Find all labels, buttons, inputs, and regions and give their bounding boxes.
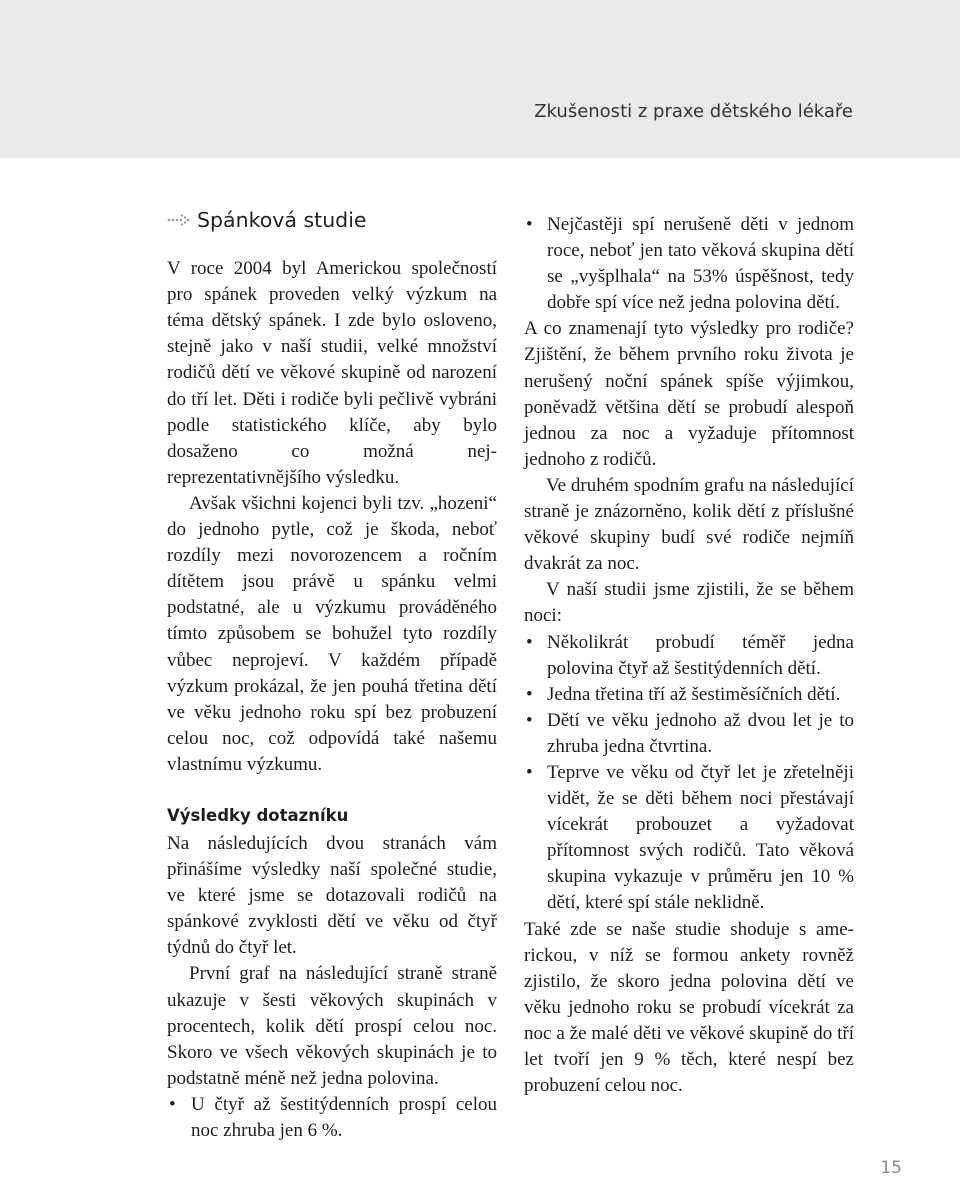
right-column	[524, 212, 854, 1099]
page-number: 15	[880, 1158, 902, 1178]
list-item	[524, 630, 854, 682]
bullet-icon: •	[169, 1093, 176, 1115]
dotted-arrow-icon	[167, 213, 191, 227]
header-band	[0, 0, 960, 158]
list-item	[524, 760, 854, 917]
paragraph: Také zde se naše studie shoduje s americkou, v níž se formou ankety rovněž zjistilo, že skoro jedna polovina dětí ve věku jednoho roku se probudí vícekrát za noc a že malé děti ve věkové skupině do tří let tvoří jen 9 % těch, které nespí bez probuzení celou noc.	[524, 918, 854, 1097]
list-item-text: Teprve ve věku od čtyř let je zřetelněji vidět, že se děti během noci přestávají vícekrát probouzet a vyžadovat přítomnost svých rodičů. Tato věková skupina vykazuje v průměru jen 10 % dětí, které spí stále neklidně.	[547, 761, 854, 914]
paragraph: Ve druhém spodním grafu na následující straně je znázorněno, kolik dětí z příslušné věkové skupiny budí své rodiče nejmíň dvakrát za noc.	[524, 474, 854, 575]
paragraph: V roce 2004 byl Americkou společností pro spánek proveden velký výzkum na téma dětský spánek. I zde bylo osloveno, stejně jako v naší studii, velké množství rodičů dětí ve věkové skupině od narození do tří let. Děti i rodiče byli pečlivě vybráni podle statistického klíče, aby bylo dosaženo co možná nejreprezentativnějšího výsledku.	[167, 258, 497, 488]
section-title: Spánková studie	[197, 208, 367, 232]
list-item-text: Dětí ve věku jednoho až dvou let je to zhruba jedna čtvrtina.	[547, 709, 854, 757]
running-head: Zkušenosti z praxe dětského lékaře	[534, 101, 853, 122]
paragraph: V naší studii jsme zjistili, že se během noci:	[524, 579, 854, 627]
list-item	[167, 1092, 497, 1144]
bullet-icon: •	[526, 214, 533, 235]
bullet-icon: •	[526, 761, 533, 783]
paragraph: První graf na následující straně straně ukazuje v šesti věkových skupinách v procentech, kolik dětí prospí celou noc. Skoro ve všech věkových skupinách je to podstatně méně než jedna polovina.	[167, 963, 497, 1089]
list-item	[524, 682, 854, 708]
bullet-icon: •	[526, 683, 533, 705]
bullet-icon: •	[526, 709, 533, 731]
subheading: Výsledky dotazníku	[167, 805, 349, 825]
list-item	[524, 212, 854, 316]
list-item-text: Několikrát probudí téměř jedna polovina čtyř až šestitýdenních dětí.	[547, 631, 854, 679]
section-heading	[167, 207, 497, 233]
list-item-text: Jedna třetina tří až šestiměsíčních dětí.	[547, 683, 841, 705]
bullet-list	[524, 212, 854, 316]
bullet-icon: •	[526, 631, 533, 653]
list-item	[524, 708, 854, 760]
paragraph: Avšak všichni kojenci byli tzv. „hozeni“ do jednoho pytle, což je škoda, neboť rozdíly mezi novorozencem a ročním dítětem jsou právě u spánku velmi podstatné, ale u výzkumu prováděného tímto způsobem se bohužel tyto rozdíly vůbec neprojeví. V každém případě výzkum prokázal, že jen pouhá třetina dětí ve věku jednoho roku spí bez probuzení celou noc, což odpovídá také našemu vlastnímu výzkumu.	[167, 492, 497, 775]
bullet-list	[524, 630, 854, 917]
paragraph: A co znamenají tyto výsledky pro rodiče? Zjištění, že během prvního roku života je nerušený noční spánek spíše výjimkou, poněvadž většina dětí se probudí alespoň jednou za noc a vyžaduje přítomnost jednoho z rodičů.	[524, 318, 854, 470]
paragraph: Na následujících dvou stranách vám přinášíme výsledky naší společné studie, ve které jsme se dotazovali rodičů na spánkové zvyklosti dětí ve věku od čtyř týdnů do čtyř let.	[167, 832, 497, 959]
left-column	[167, 207, 497, 1144]
bullet-list	[167, 1092, 497, 1144]
list-item-text: Nejčastěji spí nerušeně děti v jednom roce, neboť jen tato věková skupina dětí se „vyšplhala“ na 53% úspěšnost, tedy dobře spí více než jedna polovina dětí.	[547, 214, 854, 314]
list-item-text: U čtyř až šestitýdenních prospí celou noc zhruba jen 6 %.	[191, 1093, 497, 1141]
